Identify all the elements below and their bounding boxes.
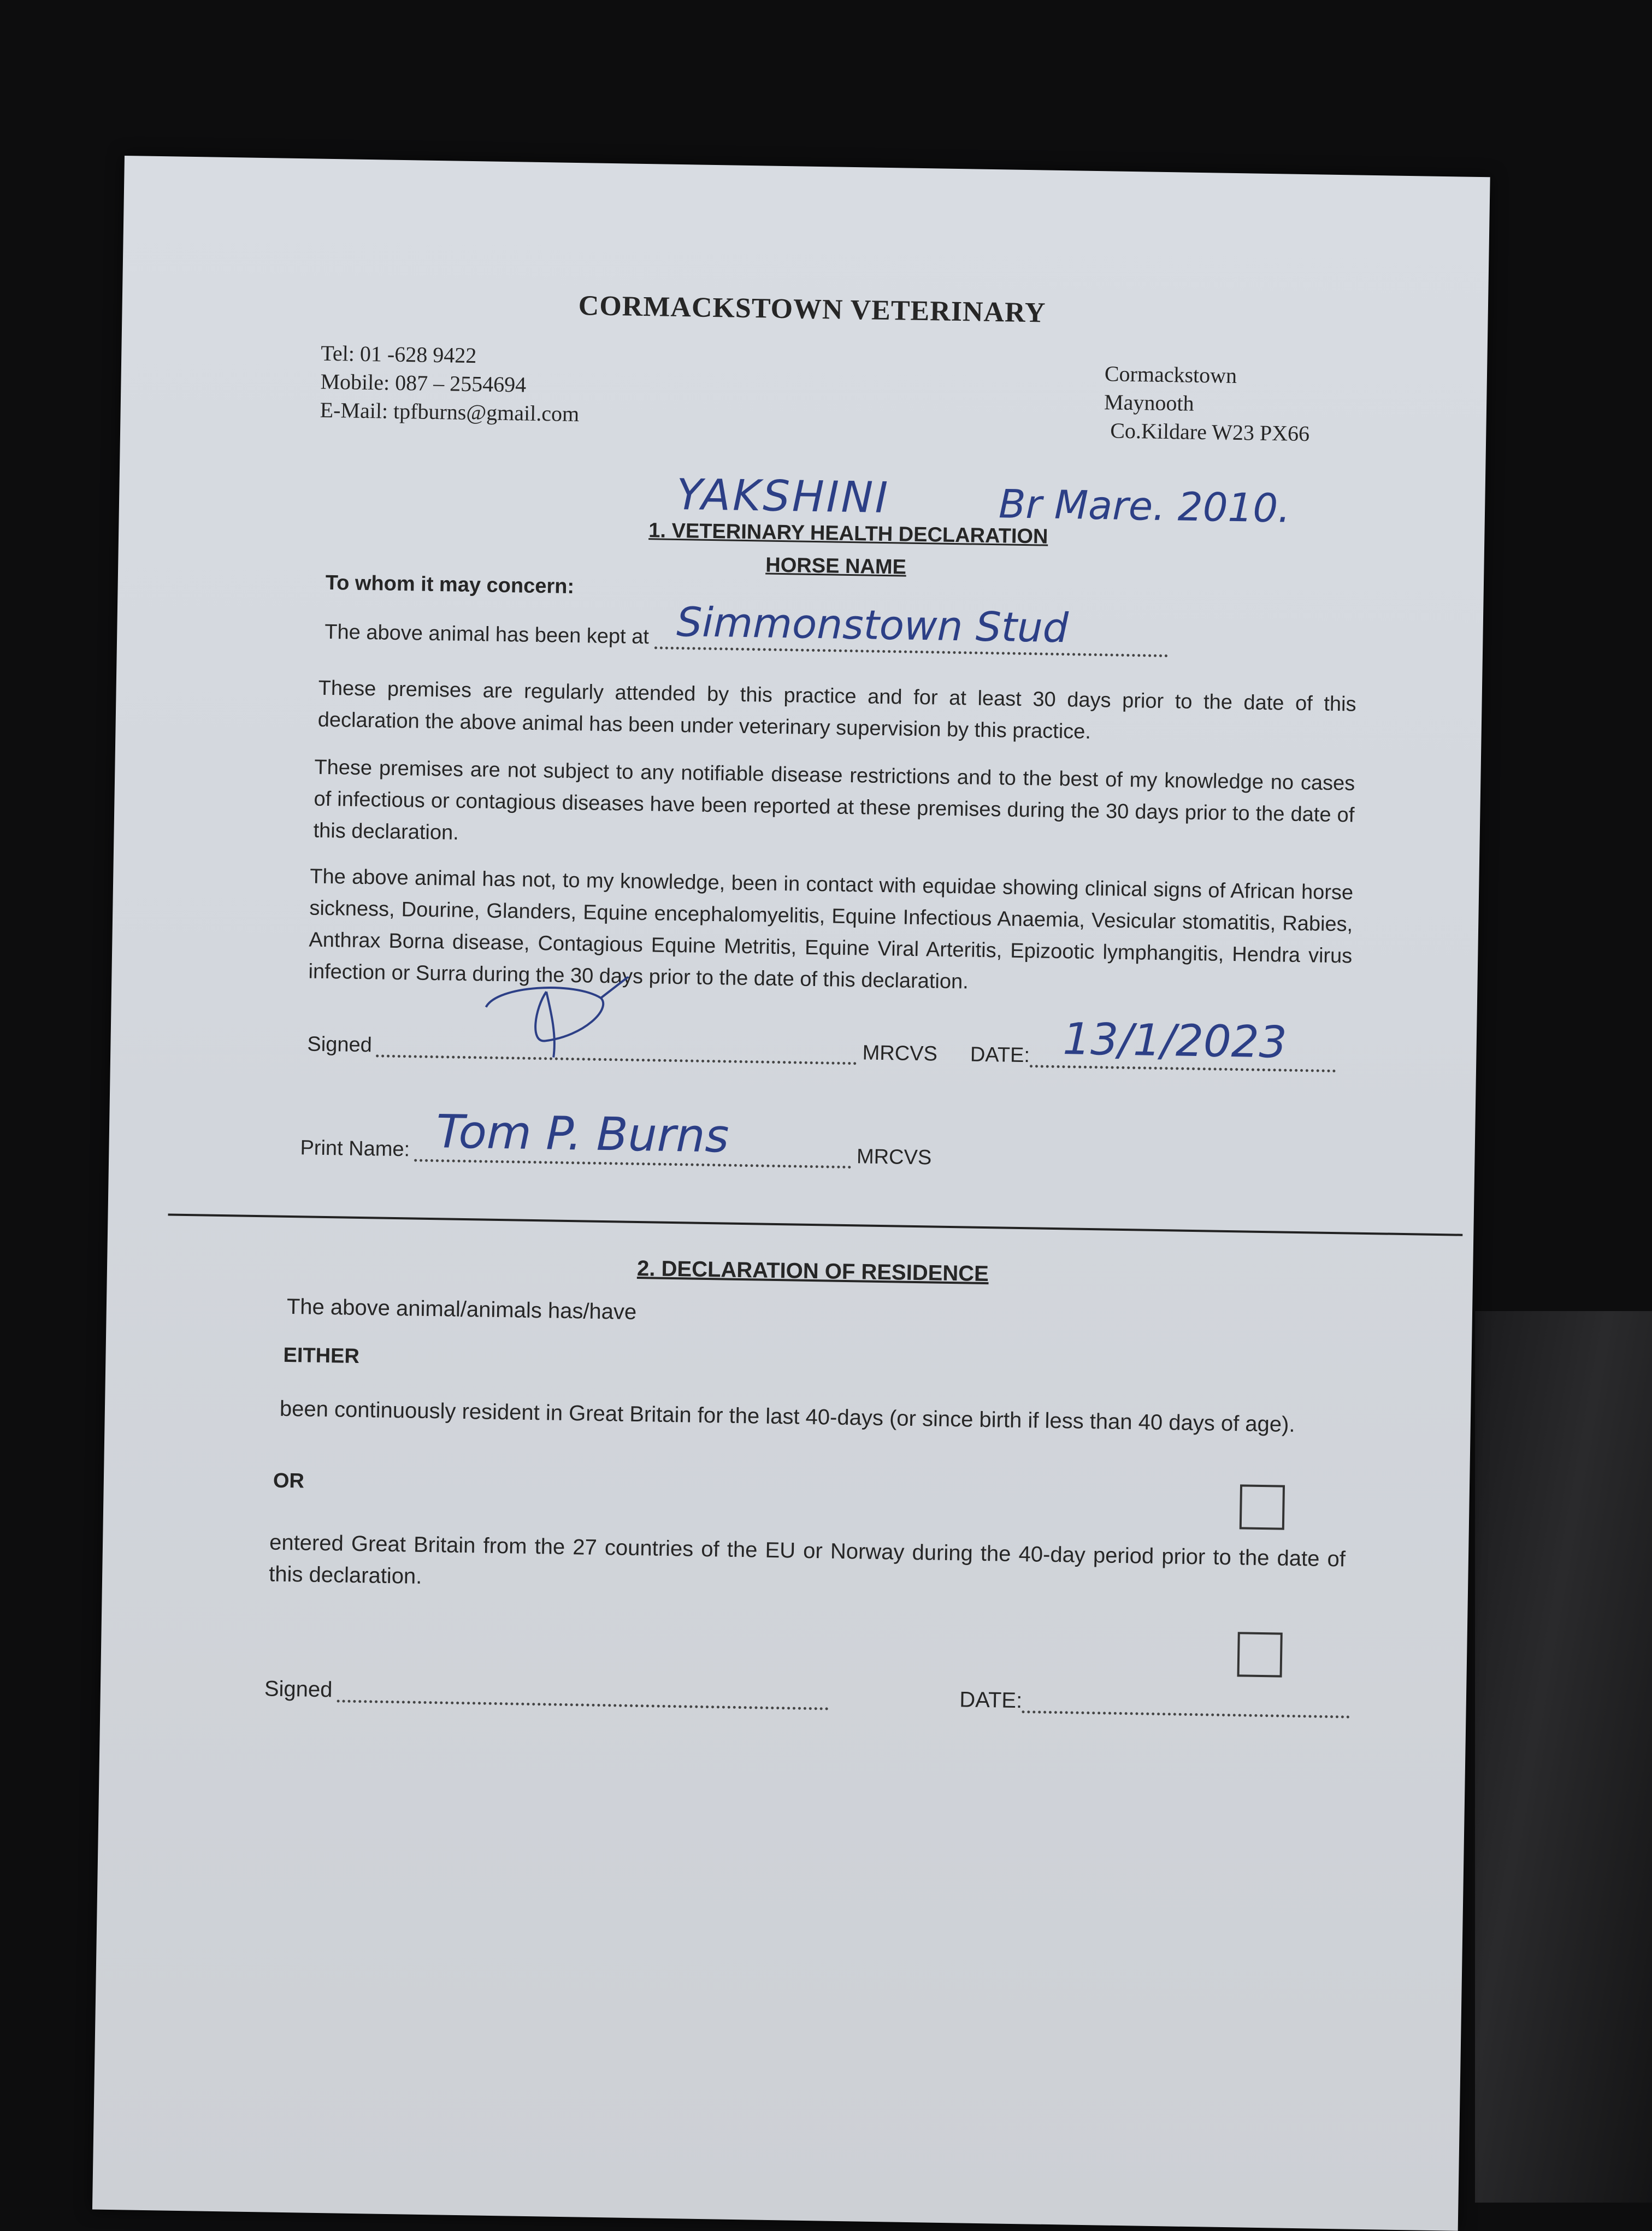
paragraph-restrictions: These premises are not subject to any notifiable disease restrictions and to the best of my knowledge no cases of infectious or contagious diseases have been reported at these premises during the 30 days prior to the date of this declaration. (313, 756, 1355, 845)
residence-signed-label: Signed (264, 1677, 333, 1702)
date-label: DATE: (970, 1043, 1030, 1067)
signed-row (307, 1013, 1336, 1072)
address-line-1: Cormackstown (1104, 361, 1237, 388)
address-line-3: Co.Kildare W23 PX66 (1110, 418, 1310, 446)
print-name-row (300, 1105, 932, 1170)
horse-details-handwritten: Br Mare. 2010. (998, 481, 1291, 532)
horse-name-handwritten: YAKSHINI (676, 470, 890, 523)
kept-at-label: The above animal has been kept at (324, 620, 650, 649)
section2-heading: 2. DECLARATION OF RESIDENCE (636, 1256, 989, 1286)
print-name-label: Print Name: (300, 1136, 410, 1161)
practice-name: CORMACKSTOWN VETERINARY (578, 290, 1046, 329)
date-field[interactable] (1030, 1013, 1336, 1072)
print-name-field[interactable] (414, 1105, 851, 1169)
residence-signature-field[interactable] (337, 1683, 828, 1710)
kept-at-handwritten: Simmonstown Stud (676, 598, 1069, 652)
desk-surface (1475, 1311, 1652, 2203)
residence-date-label: DATE: (959, 1687, 1023, 1713)
paragraph-supervision: These premises are regularly attended by this practice and for at least 30 days prior to the date of this declaration the above animal has been under veterinary supervision by this practice. (317, 676, 1356, 743)
residence-date-field[interactable] (1022, 1694, 1350, 1718)
residence-intro: The above animal/animals has/have (286, 1294, 637, 1324)
practice-tel: Tel: 01 -628 9422 (321, 340, 477, 368)
practice-contact (320, 339, 580, 428)
or-label: OR (273, 1469, 305, 1493)
signature-mark (463, 974, 640, 1075)
either-label: EITHER (283, 1343, 360, 1368)
option-entered: entered Great Britain from the 27 countries of the EU or Norway during the 40-day period prior to the date of this declaration. (268, 1530, 1346, 1589)
date-handwritten: 13/1/2023 (1062, 1013, 1288, 1068)
practice-mobile: Mobile: 087 – 2554694 (320, 369, 527, 397)
mrcvs-label: MRCVS (862, 1041, 938, 1066)
checkbox-resident[interactable] (1240, 1484, 1285, 1530)
signed-label: Signed (307, 1032, 373, 1057)
practice-email: E-Mail: tpfburns@gmail.com (320, 397, 580, 427)
paragraph-contact: The above animal has not, to my knowledge, been in contact with equidae showing clinical signs of African horse sickness, Dourine, Glanders, Equine encephalomyelitis, Equine Infectious Anaemia, Vesicular stomatitis, Rabies, Anthrax Borna disease, Contagious Equine Metritis, Equine Viral Arteritis, Epizootic lymphangitis, Hendra virus infection or Surra during the 30 days prior to the date of this declaration. (308, 865, 1354, 994)
section-divider (168, 1213, 1463, 1236)
checkbox-entered[interactable] (1237, 1632, 1283, 1677)
kept-at-field[interactable] (654, 598, 1168, 657)
option-resident: been continuously resident in Great Britain for the last 40-days (or since birth if less than 40 days of age). (279, 1396, 1295, 1437)
declaration-form (92, 156, 1490, 2231)
section1-heading: 1. VETERINARY HEALTH DECLARATION (648, 519, 1048, 548)
print-name-handwritten: Tom P. Burns (435, 1105, 730, 1163)
practice-address (1104, 359, 1311, 448)
address-line-2: Maynooth (1104, 389, 1194, 416)
signature-field[interactable] (376, 1038, 857, 1065)
to-whom-heading: To whom it may concern: (325, 571, 575, 599)
mrcvs-label-2: MRCVS (856, 1145, 932, 1170)
horse-name-label: HORSE NAME (765, 553, 907, 579)
residence-signed-row (264, 1677, 1350, 1718)
kept-at-row (324, 598, 1168, 657)
